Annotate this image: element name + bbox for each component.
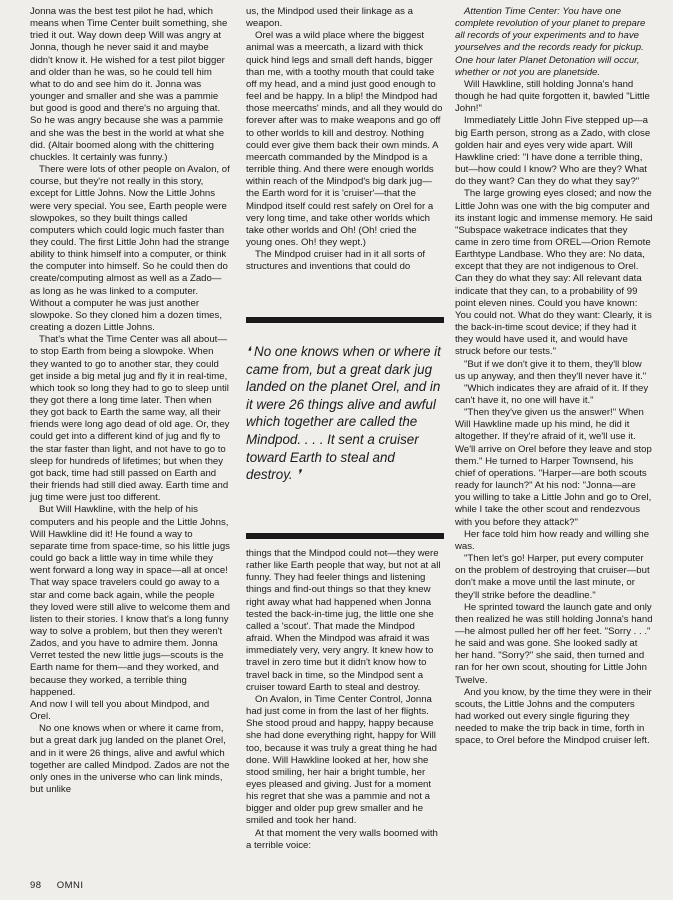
close-quote-mark: ❜ (292, 467, 301, 483)
pull-quote-text: No one knows when or where it came from, but a great dark jug landed on the planet Orel, and in it were 26 things alive and awful which together are called the Mindpod. . . . It sent a cruiser toward Earth to steal and destroy. (246, 344, 441, 483)
paragraph: Immediately Little John Five stepped up—a big Earth person, strong as a Zado, with close golden hair and eyes very wide apart. Will Hawkline cried: "I have done a terrible thing, but—how could I know? Who are they? What do they want? Can they do what they say?" (455, 115, 651, 188)
paragraph: Orel was a wild place where the biggest animal was a meercath, a lizard with thick quick hind legs and small deft hands, bigger than me, with a toothy mouth that could take off my head, and a mind just good enough to feel and be happy. In a blip! the Mindpod had those meercaths' minds, and all they would do forever after was to make weapons and go off to other worlds to kill and destroy. Nothing could ever give them back their own minds. A meercath commanded by the Mindpod is a terrible thing. And there were enough worlds within reach of the Mindpod's big dark jug—the Earth word for it is 'cruiser'—that the Mindpod itself could rest safely on Orel for a very long time, and take other worlds which take other worlds and Oh! (Oh! cried the young ones. Oh! they wept.) (246, 30, 443, 248)
paragraph: "But if we don't give it to them, they'll blow us up anyway, and then they'll never have it." (455, 358, 647, 382)
paragraph: And now I will tell you about Mindpod, and Orel. (30, 698, 210, 723)
paragraph: "Then let's go! Harper, put every computer on the problem of destroying that cruiser—but don't make a move until the last minute, or they'll strike before the deadline." (455, 553, 650, 601)
paragraph: The Mindpod cruiser had in it all sorts of structures and inventions that could do (246, 249, 426, 273)
page-number: 98 (30, 880, 42, 891)
pull-quote-top-rule (246, 317, 444, 323)
paragraph: But Will Hawkline, with the help of his computers and his people and the Little Johns, Will Hawkline did it! He found a way to separate time from space-time, so his little jugs could go back a little way in time while they went forward a long way in space—all at once! That way space travelers could go away to a star and come back again, while the people they loved were still alive to welcome them and listen to their stories. I know that's a long funny way to solve a problem, but then they weren't Zados, and you have to admire them. Jonna Verret tested the new little jugs—scouts is the Earth name for them—and they worked, and because they worked, a terrible thing happened. (30, 504, 230, 698)
paragraph: Will Hawkline, still holding Jonna's hand though he had quite forgotten it, bawled "Little John!" (455, 78, 650, 115)
column-1 (30, 6, 230, 796)
magazine-name: OMNI (56, 880, 84, 891)
paragraph: On Avalon, in Time Center Control, Jonna had just come in from the last of her flights. She stood proud and happy, happy because she had done everything right, happy for Will too, because it was truly a great thing he had done. Will Hawkline looked at her, how she stood smiling, her hair a bright tumble, her eyes pleased and giving. Just for a moment his regret that she was a pammie and not a bigger and older pup grew smaller and he smiled and took her hand. (246, 693, 437, 827)
paragraph: At that moment the very walls boomed with a terrible voice: (246, 827, 438, 851)
paragraph: The large growing eyes closed; and now the Little John was one with the big computer and its instant logic and immense memory. He said "Subspace waketrace indicates that they came in zero time from OREL—Orion Remote Earthtype Landbase. Who they are: No data, except that they are not indigenous to Orel. Can they do what they say: All relevant data indicate that they can, to a probability of 99 point eleven nines. Could you have known: You could not. What do they want: Clearly, it is the back-in-time scout device; if they had it they would have used it, and would have struck before our tests." (455, 188, 653, 358)
paragraph: "Which indicates they are afraid of it. If they can't have it, no one will have it." (455, 382, 649, 406)
pull-quote (246, 343, 444, 484)
paragraph: us, the Mindpod used their linkage as a weapon. (246, 6, 413, 30)
paragraph: Attention Time Center: You have one complete revolution of your planet to prepare all records of your experiments and to have yourselves and the records ready for pickup. One hour later Planet Detonation will occur, whether or not you are planetside. (455, 6, 646, 78)
paragraph: No one knows when or where it came from, but a great dark jug landed on the planet Orel, and in it were 26 things, alive and awful which together are called Mindpod. Zados are not the only ones in the universe who can link minds, but unlike (30, 723, 230, 795)
paragraph: He sprinted toward the launch gate and only then realized he was still holding Jonna's hand—he almost pulled her off her feet. "Sorry . . ." he said and was gone. She looked sadly at her hand. "Sorry?" she said, then turned and ran for her own scout, shouting for Little John Twelve. (455, 601, 653, 686)
paragraph: And you know, by the time they were in their scouts, the Little Johns and the computers had worked out every single figuring they needed to make the trip back in time, forth in space, to Orel before the Mindpod cruiser left. (455, 686, 652, 747)
page-footer (30, 880, 96, 891)
column-2-top (246, 6, 444, 273)
paragraph: There were lots of other people on Avalon, of course, but they're not really in this story, except for Little Johns. Now the Little Johns were very special. You see, Earth people were slowpokes, so they built things called computers which could logic much faster than they could. The first Little John had the strange ability to think himself into a computer, or think the computer into himself. So he could then do create/computing almost as well as a Zado—as long as he was linked to a computer. Without a computer he was just another slowpoke. So they cloned him a dozen times, creating a dozen Little Johns. (30, 164, 230, 334)
paragraph: things that the Mindpod could not—they were rather like Earth people that way, but not at all funny. They had feeler things and listening things and find-out things so that they knew right away what had happened when Jonna tested the back-in-time jug, the little one she called a 'scout'. That made the Mindpod afraid. When the Mindpod was afraid it was immediately very, very angry. It knew how to travel in zero time but it didn't know how to travel back in time, so the Mindpod sent a cruiser toward Earth to steal and destroy. (246, 548, 441, 693)
pull-quote-box (246, 317, 444, 484)
column-2-bottom (246, 548, 444, 852)
paragraph: Her face told him how ready and willing she was. (455, 528, 650, 552)
paragraph: Jonna was the best test pilot he had, which means when Time Center built something, she tried it out. Way down deep Will was angry at Jonna, though he never said it and maybe didn't know it. He wished for a test pilot bigger and older than he was, so he could tell him what to do and see him do it. Jonna was younger and smaller and she was a pammie but good is good and there's no arguing that. So he was angry because she was a pammie and she was the best in the world at what she did. (Altair boomed along with the chittering chuckles. It certainly was funny.) (30, 6, 228, 163)
column-3 (455, 6, 653, 748)
paragraph: That's what the Time Center was all about—to stop Earth from being a slowpoke. When they wanted to go to another star, they could get inside a big metal jug and fly it in real-time, which took so long they had to go to sleep until they got there a long time later. Then when they got back to Earth the same way, all their friends were long ago dead of old age. Or, they could get into a different kind of jug and fly to the star faster than light, and not have to go to sleep for hundreds of lifetimes; but when they got back, time had still passed on Earth and their friends had still died away. Earth time and jug time were just too different. (30, 334, 230, 504)
open-quote-mark: ❛ (246, 344, 255, 359)
paragraph: "Then they've given us the answer!" When Will Hawkline made up his mind, he did it altogether. If they're afraid of it, we'll use it. We'll arrive on Orel before they leave and stop them." He turned to Harper Townsend, his chief of operations. "Harper—are both scouts ready for launch?" At his nod: "Jonna—are you willing to take a Little John and go to Orel, while I take the other scout and rendezvous with you before they attack?" (455, 407, 652, 528)
pull-quote-bottom-rule (246, 533, 444, 539)
